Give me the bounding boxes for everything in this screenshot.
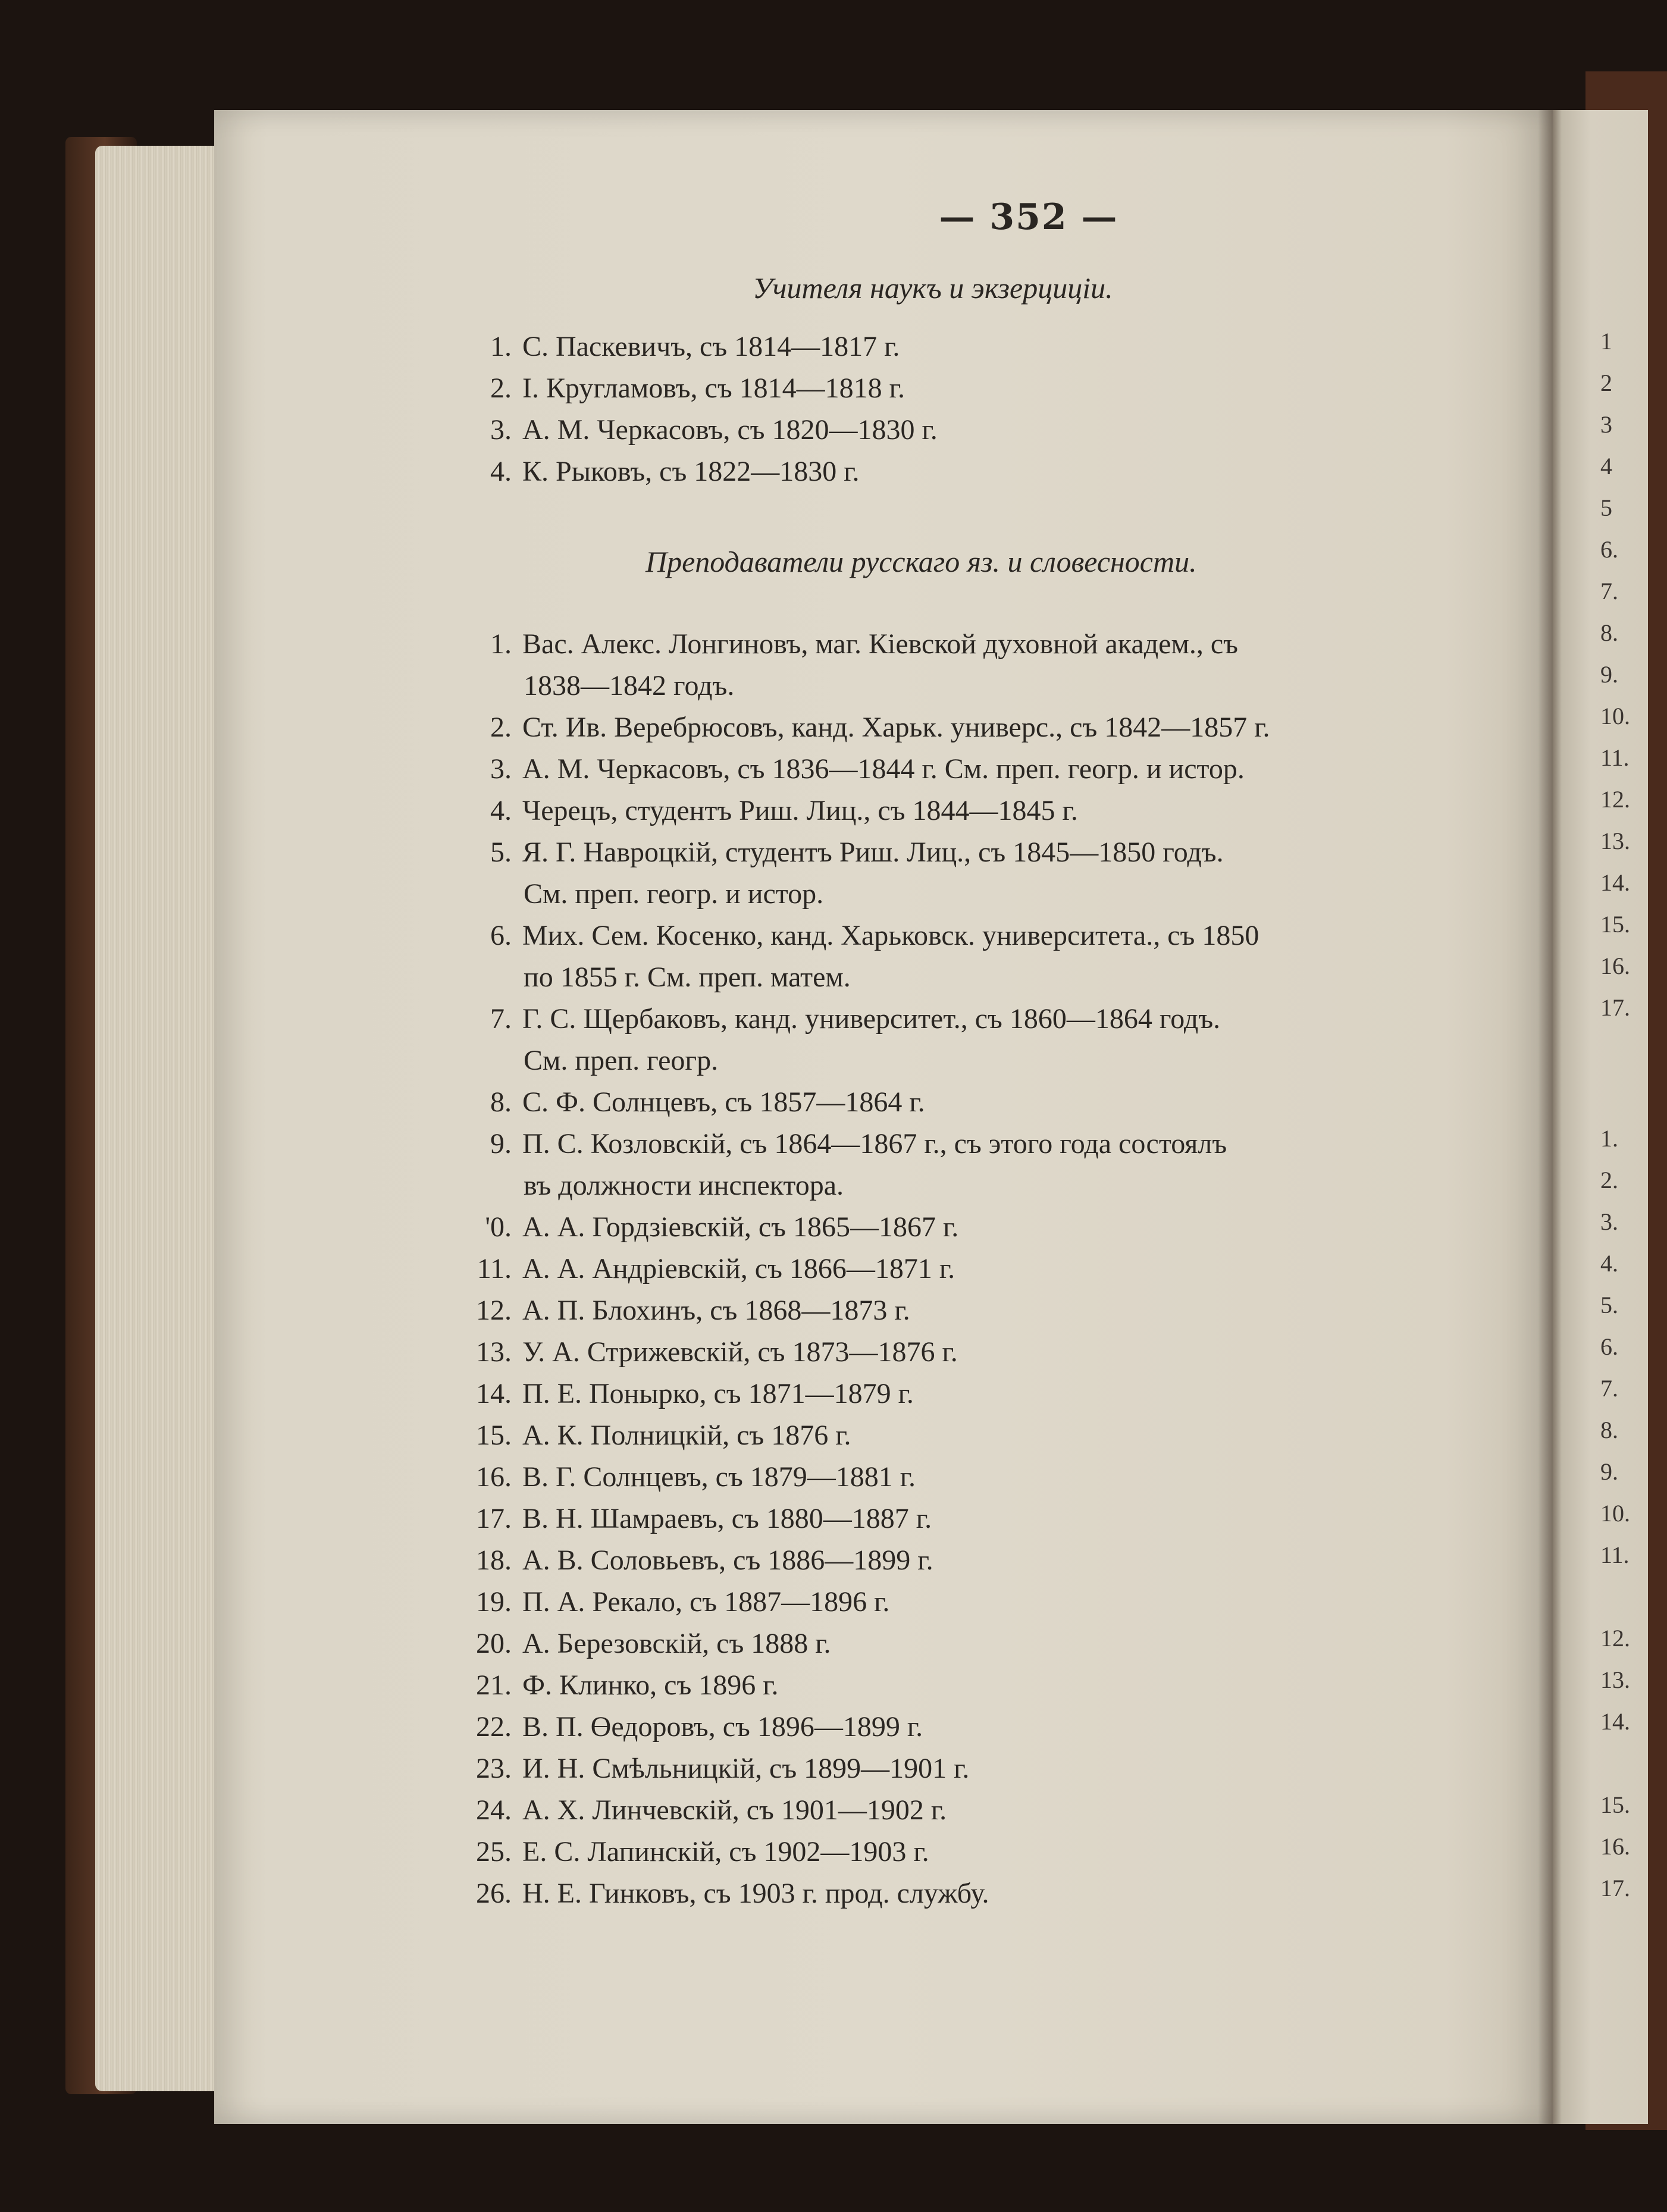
facing-page-number: 13. (1600, 1666, 1630, 1693)
list-item-number: 2. (490, 712, 512, 743)
facing-page-number: 7. (1600, 578, 1618, 604)
facing-page-number: 12. (1600, 1625, 1630, 1652)
list-item (452, 1623, 831, 1665)
list-item-text: В. Г. Солнцевъ, съ 1879—1881 г. (522, 1461, 916, 1493)
list-item-text: А. К. Полницкій, съ 1876 г. (522, 1420, 851, 1451)
list-item-text: Н. Е. Гинковъ, съ 1903 г. прод. службу. (522, 1878, 989, 1909)
list-item (452, 748, 1245, 790)
list-item (452, 790, 1078, 832)
list-item-text: Ст. Ив. Веребрюсовъ, канд. Харьк. универс., съ 1842—1857 г. (522, 712, 1270, 743)
list-item-number: '0. (485, 1211, 512, 1243)
facing-page-number: 16. (1600, 953, 1630, 979)
list-item-number: 1. (490, 628, 512, 660)
list-item-text: С. Ф. Солнцевъ, съ 1857—1864 г. (522, 1086, 925, 1118)
list-item-text: П. А. Рекало, съ 1887—1896 г. (522, 1586, 890, 1618)
list-item-number: 19. (476, 1586, 512, 1618)
list-item (452, 1248, 955, 1290)
list-item-text: А. В. Соловьевъ, съ 1886—1899 г. (522, 1544, 933, 1576)
list-item-continuation: См. преп. геогр. (524, 1045, 719, 1076)
list-item (452, 707, 1270, 748)
list-item (452, 1790, 947, 1831)
list-item-text: Е. С. Лапинскій, съ 1902—1903 г. (522, 1836, 929, 1868)
list-item-number: 15. (476, 1420, 512, 1451)
list-item-text: Вас. Алекс. Лонгиновъ, маг. Кіевской духовной академ., съ (522, 628, 1238, 660)
list-item (452, 624, 1238, 707)
list-item (452, 1831, 929, 1873)
facing-page-number: 9. (1600, 1458, 1618, 1485)
list-item-text: А. Березовскій, съ 1888 г. (522, 1628, 831, 1659)
list-item (452, 1290, 910, 1331)
list-item-number: 22. (476, 1711, 512, 1743)
list-item-text: Черецъ, студентъ Риш. Лиц., съ 1844—1845 г. (522, 795, 1078, 826)
list-item (452, 1415, 851, 1456)
facing-page-number: 4. (1600, 1250, 1618, 1277)
list-item-text: У. А. Стрижевскій, съ 1873—1876 г. (522, 1336, 958, 1368)
list-item (452, 1748, 969, 1790)
list-item (452, 1706, 923, 1748)
facing-page-number: 11. (1600, 744, 1630, 771)
list-item: 2. І. Кругламовъ, съ 1814—1818 г. (490, 372, 905, 404)
list-item (452, 1082, 925, 1123)
list-item (452, 1331, 958, 1373)
list-item-number: 3. (490, 753, 512, 785)
list-item (452, 915, 1259, 998)
list-item-number: 13. (476, 1336, 512, 1368)
facing-page-number: 14. (1600, 1708, 1630, 1735)
list-item-continuation: 1838—1842 годъ. (524, 670, 735, 701)
list-item (452, 1123, 1227, 1207)
facing-page-number: 11. (1600, 1541, 1630, 1568)
list-item (452, 832, 1224, 915)
facing-page-number: 10. (1600, 1500, 1630, 1527)
list-item-text: А. А. Гордзіевскій, съ 1865—1867 г. (522, 1211, 959, 1243)
facing-page-number: 8. (1600, 619, 1618, 646)
list-item-number: 4. (490, 795, 512, 826)
list-item-number: 9. (490, 1128, 512, 1160)
list-item-number: 24. (476, 1794, 512, 1826)
section-heading-russian-teachers: Преподаватели русскаго яз. и словесности. (646, 545, 1197, 578)
list-item-text: П. С. Козловскій, съ 1864—1867 г., съ этого года состоялъ (522, 1128, 1227, 1160)
section-heading-teachers: Учителя наукъ и экзерциціи. (753, 271, 1113, 305)
facing-page-number: 3 (1600, 411, 1612, 438)
list-item-number: 7. (490, 1003, 512, 1035)
facing-page-number: 12. (1600, 786, 1630, 813)
facing-page-number: 10. (1600, 703, 1630, 729)
list-item-number: 11. (477, 1253, 512, 1284)
list-item-text: Я. Г. Навроцкій, студентъ Риш. Лиц., съ 1845—1850 годъ. (522, 836, 1224, 868)
list-item-number: 8. (490, 1086, 512, 1118)
list-item: 1. С. Паскевичъ, съ 1814—1817 г. (490, 331, 900, 362)
facing-page-number: 17. (1600, 994, 1630, 1021)
list-item-number: 18. (476, 1544, 512, 1576)
list-item-number: 17. (476, 1503, 512, 1534)
list-item (452, 1665, 779, 1706)
facing-page-number: 6. (1600, 1333, 1618, 1360)
list-item-number: 21. (476, 1669, 512, 1701)
list-item-text: Ф. Клинко, съ 1896 г. (522, 1669, 779, 1701)
list-item (452, 1207, 958, 1248)
list-item-number: 23. (476, 1753, 512, 1784)
list-item-continuation: по 1855 г. См. преп. матем. (524, 961, 851, 993)
list-item (452, 1456, 916, 1498)
list-item-number: 5. (490, 836, 512, 868)
list-item-text: П. Е. Понырко, съ 1871—1879 г. (522, 1378, 914, 1409)
facing-page-number: 3. (1600, 1208, 1618, 1235)
list-item-number: 12. (476, 1295, 512, 1326)
list-item: 3. А. М. Черкасовъ, съ 1820—1830 г. (490, 414, 938, 446)
list-item-text: Мих. Сем. Косенко, канд. Харьковск. университета., съ 1850 (522, 920, 1259, 951)
facing-page-number: 17. (1600, 1875, 1630, 1901)
list-item (452, 1873, 989, 1915)
list-item-text: А. А. Андріевскій, съ 1866—1871 г. (522, 1253, 955, 1284)
facing-page-number: 2. (1600, 1167, 1618, 1193)
list-item (452, 1540, 933, 1581)
facing-page-number: 8. (1600, 1417, 1618, 1443)
list-item (452, 1373, 914, 1415)
book-gutter (1538, 110, 1562, 2124)
facing-page-number: 5 (1600, 494, 1612, 521)
list-item-text: А. П. Блохинъ, съ 1868—1873 г. (522, 1295, 910, 1326)
list-item (452, 1581, 889, 1623)
facing-page-number: 14. (1600, 869, 1630, 896)
facing-page-number: 16. (1600, 1833, 1630, 1860)
list-item-text: В. П. Өедоровъ, съ 1896—1899 г. (522, 1711, 923, 1743)
facing-page-number: 15. (1600, 911, 1630, 938)
page-number: — 352 — (939, 196, 1118, 238)
facing-page-number: 5. (1600, 1292, 1618, 1318)
list-item-text: И. Н. Смѣльницкій, съ 1899—1901 г. (522, 1753, 970, 1784)
list-item-continuation: въ должности инспектора. (524, 1170, 844, 1201)
list-item-number: 14. (476, 1378, 512, 1409)
list-item-number: 20. (476, 1628, 512, 1659)
list-item-text: А. М. Черкасовъ, съ 1836—1844 г. См. преп. геогр. и истор. (522, 753, 1245, 785)
list-item (452, 1498, 932, 1540)
facing-page-number: 9. (1600, 661, 1618, 688)
facing-page-number: 4 (1600, 453, 1612, 480)
facing-page-number: 2 (1600, 369, 1612, 396)
list-item-number: 6. (490, 920, 512, 951)
list-item-number: 25. (476, 1836, 512, 1868)
facing-page-number: 7. (1600, 1375, 1618, 1402)
facing-page-number: 1 (1600, 328, 1612, 355)
list-item-text: В. Н. Шамраевъ, съ 1880—1887 г. (522, 1503, 932, 1534)
list-item-number: 26. (476, 1878, 512, 1909)
list-item: 4. К. Рыковъ, съ 1822—1830 г. (490, 456, 860, 487)
facing-page-number: 15. (1600, 1791, 1630, 1818)
list-item (452, 998, 1220, 1082)
facing-page-number: 13. (1600, 828, 1630, 854)
facing-page-number: 6. (1600, 536, 1618, 563)
list-item-text: А. Х. Линчевскій, съ 1901—1902 г. (522, 1794, 947, 1826)
list-item-continuation: См. преп. геогр. и истор. (524, 878, 824, 910)
list-item-text: Г. С. Щербаковъ, канд. университет., съ 1860—1864 годъ. (522, 1003, 1221, 1035)
list-item-number: 16. (476, 1461, 512, 1493)
facing-page-number: 1. (1600, 1125, 1618, 1152)
